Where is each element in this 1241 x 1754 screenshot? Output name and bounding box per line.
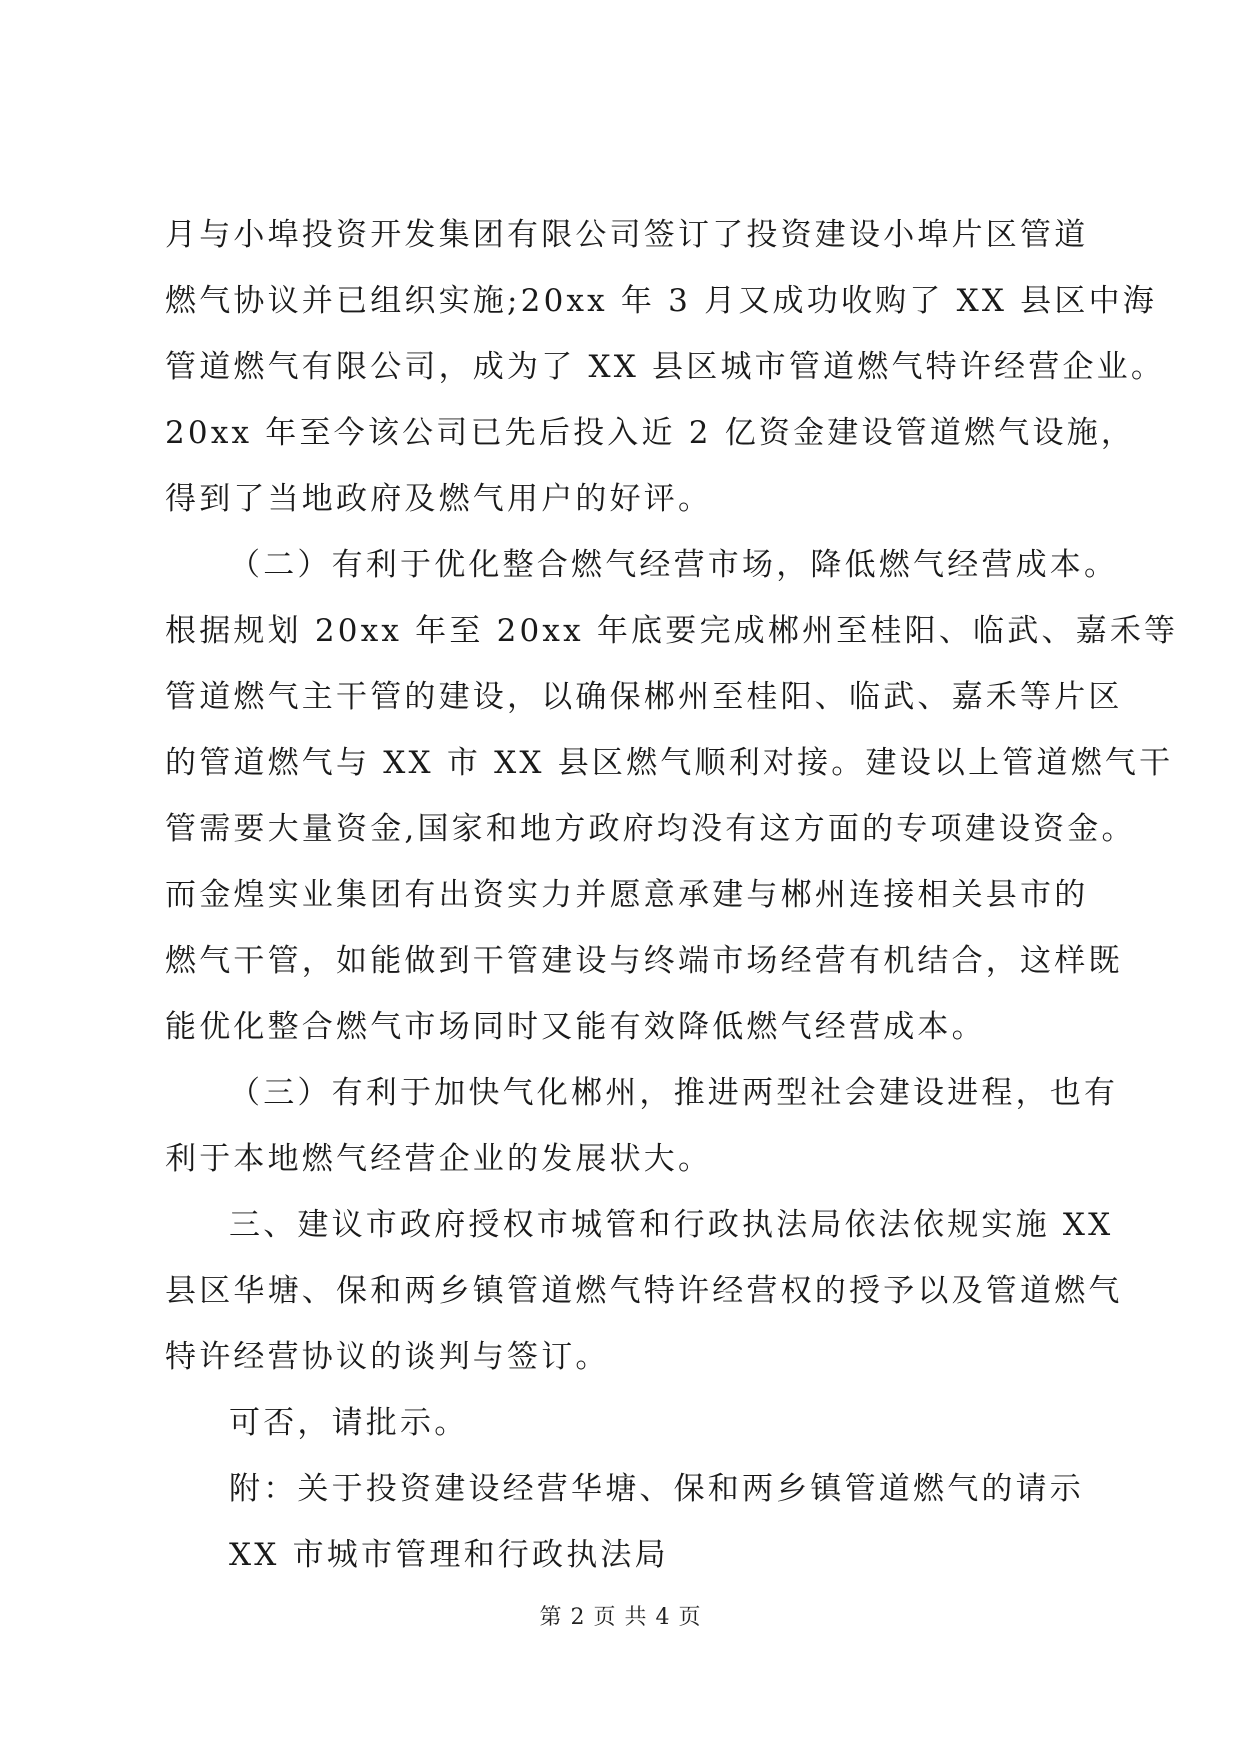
text-line: 根据规划 20xx 年至 20xx 年底要完成郴州至桂阳、临武、嘉禾等 — [165, 613, 1179, 649]
text-line: 月与小埠投资开发集团有限公司签订了投资建设小埠片区管道 — [165, 217, 1089, 253]
approval-request: 可否，请批示。 — [229, 1405, 469, 1441]
text-line: 县区华塘、保和两乡镇管道燃气特许经营权的授予以及管道燃气 — [165, 1273, 1123, 1309]
recommendation-paragraph: 三、建议市政府授权市城管和行政执法局依法依规实施 XX — [229, 1207, 1114, 1243]
section-heading-3: （三）有利于加快气化郴州，推进两型社会建设进程，也有 — [229, 1075, 1119, 1111]
document-body — [165, 202, 1179, 1588]
section-heading-2: （二）有利于优化整合燃气经营市场，降低燃气经营成本。 — [229, 547, 1119, 583]
text-line: 得到了当地政府及燃气用户的好评。 — [165, 481, 713, 517]
text-line: 特许经营协议的谈判与签订。 — [165, 1339, 610, 1375]
text-line: 管需要大量资金,国家和地方政府均没有这方面的专项建设资金。 — [165, 811, 1136, 847]
text-line: 管道燃气有限公司，成为了 XX 县区城市管道燃气特许经营企业。 — [165, 349, 1166, 385]
text-line: 燃气协议并已组织实施;20xx 年 3 月又成功收购了 XX 县区中海 — [165, 283, 1157, 319]
text-line: 利于本地燃气经营企业的发展状大。 — [165, 1141, 713, 1177]
text-line: 而金煌实业集团有出资实力并愿意承建与郴州连接相关县市的 — [165, 877, 1089, 913]
issuing-authority: XX 市城市管理和行政执法局 — [229, 1537, 669, 1573]
text-line: 的管道燃气与 XX 市 XX 县区燃气顺利对接。建设以上管道燃气干 — [165, 745, 1174, 781]
text-line: 能优化整合燃气市场同时又能有效降低燃气经营成本。 — [165, 1009, 986, 1045]
attachment-note: 附：关于投资建设经营华塘、保和两乡镇管道燃气的请示 — [229, 1471, 1084, 1507]
text-line: 燃气干管，如能做到干管建设与终端市场经营有机结合，这样既 — [165, 943, 1123, 979]
page-number-footer: 第 2 页 共 4 页 — [539, 1605, 702, 1630]
text-line: 管道燃气主干管的建设，以确保郴州至桂阳、临武、嘉禾等片区 — [165, 679, 1123, 715]
text-line: 20xx 年至今该公司已先后投入近 2 亿资金建设管道燃气设施， — [165, 415, 1136, 451]
